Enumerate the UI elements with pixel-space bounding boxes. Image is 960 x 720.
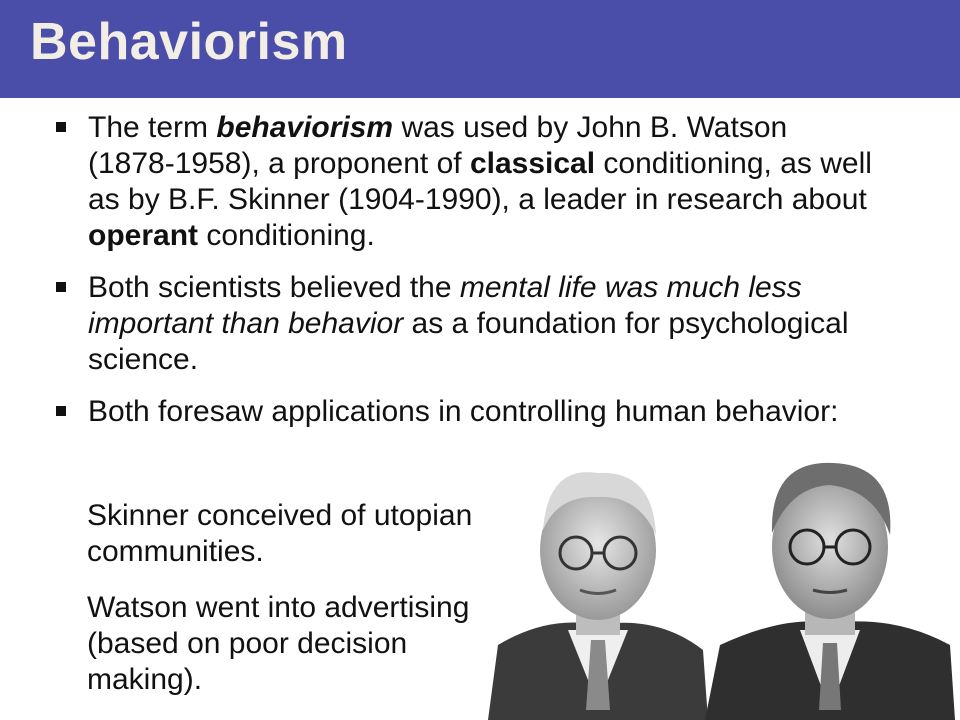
subpoint-watson: Watson went into advertising (based on poor decision making). xyxy=(87,591,470,696)
portrait-skinner-image xyxy=(488,455,708,720)
title-bar xyxy=(0,0,960,98)
bullet-text-2: Both scientists believed the mental life was much less important than behavior as a foundation for psychological science. xyxy=(88,271,849,376)
subpoint-skinner: Skinner conceived of utopian communities. xyxy=(87,499,473,568)
portrait-watson-image xyxy=(705,455,955,720)
bullet-text-3: Both foresaw applications in controlling human behavior: xyxy=(88,395,839,428)
bullet-item-2 xyxy=(52,270,872,378)
bullet-text-1: The term behaviorism was used by John B. Watson (1878-1958), a proponent of classical conditioning, as well as by B.F. Skinner (1904-1990), a leader in research about operant conditioning. xyxy=(88,111,872,252)
square-bullet-icon xyxy=(56,122,66,132)
square-bullet-icon xyxy=(56,282,66,292)
slide-title: Behaviorism xyxy=(30,13,348,71)
bullet-item-3 xyxy=(52,394,872,430)
bullet-list xyxy=(52,110,872,446)
bullet-item-1 xyxy=(52,110,872,254)
square-bullet-icon xyxy=(56,406,66,416)
